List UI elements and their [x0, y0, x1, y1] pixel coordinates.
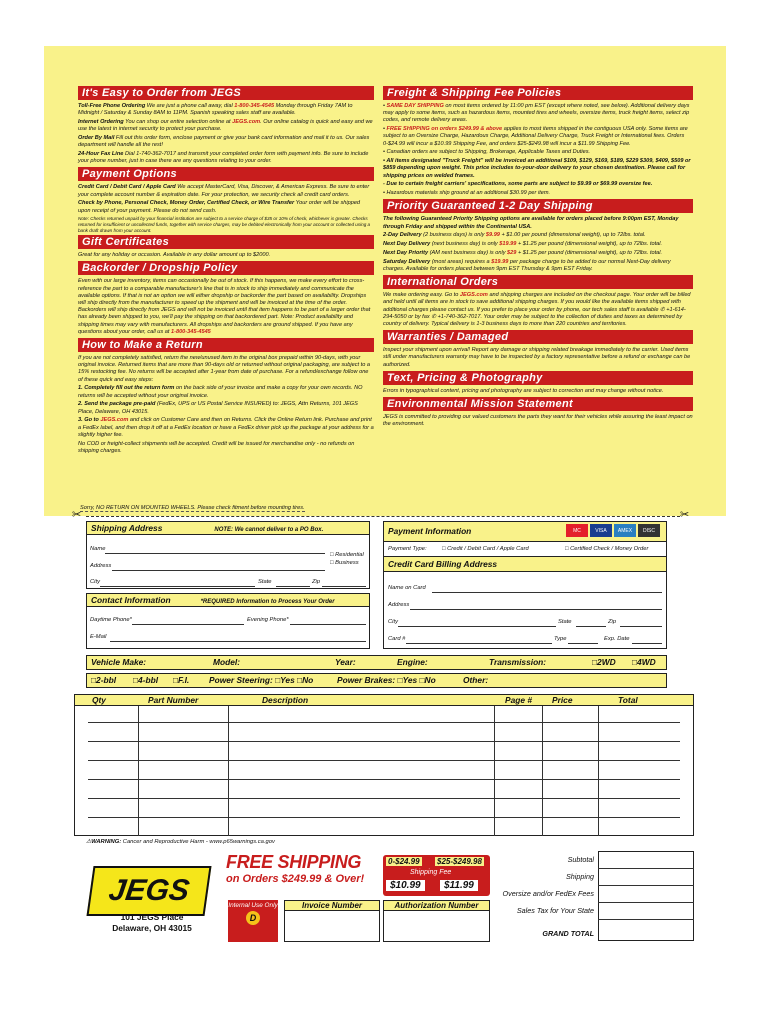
table-row[interactable]: [88, 760, 680, 761]
billing-state-label: State: [558, 619, 572, 625]
page-header: Page #: [505, 695, 533, 705]
check-option-checkbox[interactable]: □ Certified Check / Money Order: [565, 546, 649, 552]
name-on-card-field[interactable]: [432, 592, 662, 593]
billing-zip-label: Zip: [608, 619, 617, 625]
4bbl-checkbox[interactable]: □4-bbl: [133, 675, 159, 685]
shipping-address-title: Shipping Address: [91, 523, 163, 533]
cc-billing-title: Credit Card Billing Address: [388, 559, 498, 569]
subtotal-field[interactable]: [598, 868, 694, 869]
other-label: Other:: [463, 675, 489, 685]
options-row: [86, 673, 667, 688]
residential-checkbox[interactable]: □ Residential: [330, 552, 364, 558]
free-shipping-subtitle: on Orders $249.99 & Over!: [226, 873, 365, 885]
card-option-checkbox[interactable]: □ Credit / Debit Card / Apple Card: [442, 546, 529, 552]
international-heading: International Orders: [383, 275, 693, 289]
business-checkbox[interactable]: □ Business: [330, 560, 359, 566]
zip-label: Zip: [312, 579, 321, 585]
range-1: 0-$24.99: [388, 857, 420, 866]
2bbl-checkbox[interactable]: □2-bbl: [91, 675, 117, 685]
gift-certificates-heading: Gift Certificates: [78, 235, 374, 249]
discover-icon: DISC: [638, 524, 660, 537]
billing-city-field[interactable]: [398, 626, 556, 627]
shipping-label: Shipping: [566, 872, 594, 881]
vehicle-row: [86, 655, 667, 670]
warranties-heading: Warranties / Damaged: [383, 330, 693, 344]
email-label: E-Mail: [90, 634, 107, 640]
name-field[interactable]: [105, 553, 325, 554]
exp-date-label: Exp. Date: [604, 636, 630, 642]
table-row[interactable]: [88, 817, 680, 818]
easy-order-heading: It's Easy to Order from JEGS: [78, 86, 374, 100]
billing-state-field[interactable]: [576, 626, 606, 627]
card-type-label: Type: [554, 636, 567, 642]
left-column: It's Easy to Order from JEGS Toll-Free Phone Ordering We are just a phone call away, dial 1-800-345-4545 Monday through Friday 7AM to Midnight / Saturday & Sunday 8AM to 11PM. Spanish speaking sales staff are available. Internet Ordering You can shop our entire selection online at JEGS.com. Our online catalog is quick and easy and we use the latest in internet security to protect your purchase. Order By Mail Fill out this order form, enclose payment or give your bank card information and mail it to us. Our sales department will handle all the rest! 24-Hour Fax Line Dial 1-740-362-7017 and transmit your completed order form with payment info. Be sure to include your phone number, just in case there are any questions relating to your order. Payment Options Credit Card / Debit Card / Apple Card We accept MasterCard, Visa, Discover, & American Express. Be sure to enter your complete account number & expiration date. For your protection, we security check all credit card orders. Check by Phone, Personal Check, Money Order, Certified Check, or Wire Transfer Your order will be shipped upon receipt of your payment. Please do not send cash. Note: Checks returned unpaid by your financial institution are subject to a service charge of $35 or 10% of check, whichever is greater. Checks returned for insufficient or uncollected funds, together with service charges, may be debited electronically from your account or collected using a bank draft drawn from your account. Gift Certificates Great for any holiday or occasion. Available in any dollar amount up to $2000. Backorder / Dropship Policy Even with our large inventory, items can occasionally be out of stock. If this happens, we make every effort to cross-reference the part to a comparable manufacturer's line that is in stock to ship immediately and communicate the available options. If that is not an option we will either dropship or backorder the part based on availability. Dropships will ship directly from the manufacturer to speed up the shipment and will be invoiced at the time of the order. Backorders will ship directly from JEGS and will not be invoiced until that item happens to be part of a larger order that has already been shipped to you, we'll pay the shipping on that backordered part. Note: Product availability and shipping times may vary with manufacturers. All dropships and backorders are ground shipped. If you have any questions about your order, call us at 1-800-345-4545 How to Make a Return If you are not completely satisfied, return the new/unused item in the original box prepaid within 90-days, with your original invoice. Returned items that are more than 90-days old or returned without original packaging, are subject to a 15% restocking fee. No returns will be accepted after 1-year from date of purchase. For a refund/exchange follow one of these quick and easy steps: 1. Completely fill out the return form on the back side of your invoice and make a copy for your own records. NO returns will be accepted without your original invoice. 2. Send the package pre-paid (FedEx, UPS or US Postal Service INSURED) to: JEGS, Attn Returns, 101 JEGS Place, Delaware, OH 43015. 3. Go to JEGS.com and click on Customer Care and then on Returns. Click the Online Return link. Purchase and print a FedEx label, and then drop it off at a FedEx location or have a FedEx driver pick up the package at your address for a slightly higher fee. No COD or freight-collect shipments will be accepted. Credit will be issued for merchandise only - no refunds on shipping charges.: [78, 87, 374, 454]
card-logos: [566, 524, 660, 537]
power-steering-checkbox[interactable]: Power Steering: □Yes □No: [209, 675, 314, 685]
table-row[interactable]: [88, 779, 680, 780]
internal-use-box: Internal Use Only D: [228, 900, 278, 942]
billing-address-field[interactable]: [410, 609, 662, 610]
card-type-field[interactable]: [568, 643, 598, 644]
billing-city-label: City: [388, 619, 398, 625]
shipping-address-box: [86, 521, 370, 589]
city-label: City: [90, 579, 100, 585]
range-2: $25-$249.98: [437, 857, 482, 866]
scissors-icon: ✂: [72, 509, 82, 521]
shipping-fee-label: Shipping Fee: [410, 869, 452, 876]
daytime-phone-field[interactable]: [132, 624, 244, 625]
return-heading: How to Make a Return: [78, 338, 374, 352]
fee-1: $10.99: [386, 880, 425, 891]
invoice-number-box[interactable]: Invoice Number: [284, 900, 380, 942]
priority-heading: Priority Guaranteed 1-2 Day Shipping: [383, 199, 693, 213]
oversize-field[interactable]: [598, 902, 694, 903]
card-number-field[interactable]: [406, 643, 552, 644]
table-row[interactable]: [88, 798, 680, 799]
free-shipping-title: FREE SHIPPING: [226, 852, 362, 872]
right-column: Freight & Shipping Fee Policies • SAME DAY SHIPPING on most items ordered by 11:00 pm EST (except where noted, see below). Additional delivery days may apply to some items, such as hazardous items, mounted tires and wheels, oversize items, truck freight items, select zip codes, and remote delivery areas. • FREE SHIPPING on orders $249.99 & above applies to most items shipped in the contiguous USA only. Some items are subject to an Oversize Charge, Hazardous Charge, Additional Delivery Charge, Truck Freight or International fees. Orders 0-$24.99 will incur a $10.99 Shipping Fee, and orders $25-$249.98 will incur a $11.99 Shipping Fee. • Canadian orders are subject to Shipping, Brokerage, Applicable Taxes and Duties. • All items designated "Truck Freight" will be invoiced an additional $109, $129, $169, $189, $229 $309, $409, $509 or $859 depending upon weight. This price includes to-your-door delivery to your chosen destination. Please call for shipping prices on welded frames. - Due to certain freight carriers' specifications, some parts are subject to $9.99 or $69.99 oversize fee. • Hazardous materials ship ground at an additional $30.99 per item. Priority Guaranteed 1-2 Day Shipping The following Guaranteed Priority Shipping options are available for orders placed before 9:00pm EST, Monday through Friday and shipped within the Continental USA. 2-Day Delivery (2 business days) is only $9.99 + $1.00 per pound (dimensional weight), up to 72lbs. total. Next Day Delivery (next business day) is only $19.99 + $1.25 per pound (dimensional weight), up to 72lbs. total. Next Day Priority (AM next business day) is only $29 + $1.25 per pound (dimensional weight), up to 72lbs. total. Saturday Delivery (most areas) requires a $19.99 per package charge to be added to our normal Next-Day delivery charges. Available for orders placed between 9pm EST Thursday & 9pm EST Friday. International Orders We make ordering easy. Go to JEGS.com and shipping charges are included on the checkout page. Your order will be billed and held until all items are in stock to save additional shipping charges. If you would like the available items shipped with additional charges please contact us. If you prefer to place your order by phone, our tech sales staff is available ✆ +1-614-294-5050 or by fax ✆ +1-740-362-7017. Your order may be subject to the collection of duties and taxes as determined by country of delivery. Typical delivery is 1-3 business days to more than 220 countries and territories. Warranties / Damaged Inspect your shipment upon arrival! Report any damage or shipping related breakage immediately to the carrier. Used items still under manufacturers warranty may have to be inspected by a factory representative before a refund or exchange can be authorized. Text, Pricing & Photography Errors in typographical content, pricing and photography are subject to correction and may change without notice. Environmental Mission Statement JEGS is committed to providing our valued customers the parts they want for their vehicles while assuring the least impact on the environment.: [383, 87, 693, 428]
2wd-checkbox[interactable]: □2WD: [592, 657, 616, 667]
fee-2: $11.99: [440, 880, 478, 891]
4wd-checkbox[interactable]: □4WD: [632, 657, 656, 667]
card-number-label: Card #: [388, 636, 406, 642]
grand-total-label: GRAND TOTAL: [542, 929, 594, 938]
returned-check-note: Note: Checks returned unpaid by your financial institution are subject to a service charge of $35 or 10% of check, whichever is greater. Checks returned for insufficient or uncollected funds, together with service charges, may be debited electronically from your account or collected using a bank draft drawn from your account.: [78, 216, 371, 233]
text-pricing-heading: Text, Pricing & Photography: [383, 371, 693, 385]
environmental-heading: Environmental Mission Statement: [383, 397, 693, 411]
phone-link[interactable]: 1-800-345-4545: [234, 103, 275, 109]
exp-date-field[interactable]: [632, 643, 662, 644]
amex-icon: AMEX: [614, 524, 636, 537]
jegs-logo: JEGS: [86, 866, 211, 916]
scissors-icon: ✂: [680, 509, 690, 521]
qty-header: Qty: [92, 695, 106, 705]
backorder-heading: Backorder / Dropship Policy: [78, 261, 374, 275]
email-field[interactable]: [110, 641, 366, 642]
billing-address-label: Address: [388, 602, 410, 608]
prop65-warning: ⚠WARNING: Cancer and Reproductive Harm - www.p65warnings.ca.gov: [86, 839, 275, 845]
subtotal-label: Subtotal: [567, 855, 594, 864]
table-row[interactable]: [88, 722, 680, 723]
po-box-note: NOTE: We cannot deliver to a PO Box.: [214, 527, 324, 533]
vehicle-make-label: Vehicle Make:: [91, 657, 147, 667]
payment-options-heading: Payment Options: [78, 167, 374, 181]
shipping-field[interactable]: [598, 885, 694, 886]
name-on-card-label: Name on Card: [388, 585, 426, 591]
address-line-2: Delaware, OH 43015: [112, 923, 192, 933]
sales-tax-field[interactable]: [598, 919, 694, 920]
zip-field[interactable]: [322, 586, 366, 587]
total-header: Total: [618, 695, 638, 705]
fi-checkbox[interactable]: □F.I.: [173, 675, 190, 685]
state-label: State: [258, 579, 272, 585]
contact-info-title: Contact Information: [91, 595, 171, 605]
price-header: Price: [552, 695, 573, 705]
visa-icon: VISA: [590, 524, 612, 537]
table-row[interactable]: [88, 741, 680, 742]
cut-line: [86, 516, 680, 517]
engine-label: Engine:: [397, 657, 428, 667]
power-brakes-checkbox[interactable]: Power Brakes: □Yes □No: [337, 675, 436, 685]
website-link[interactable]: JEGS.com: [100, 417, 129, 424]
address-field[interactable]: [112, 570, 325, 571]
oversize-label: Oversize and/or FedEx Fees: [502, 889, 594, 898]
evening-phone-field[interactable]: [290, 624, 366, 625]
payment-info-title: Payment Information: [388, 526, 472, 536]
city-field[interactable]: [100, 586, 255, 587]
sales-tax-label: Sales Tax for Your State: [516, 906, 594, 915]
state-field[interactable]: [276, 586, 310, 587]
mounted-wheels-notice: Sorry, NO RETURN ON MOUNTED WHEELS. Please check fitment before mounting tires.: [80, 505, 305, 511]
daytime-phone-label: Daytime Phone*: [90, 617, 132, 623]
billing-zip-field[interactable]: [620, 626, 662, 627]
year-label: Year:: [335, 657, 356, 667]
phone-link[interactable]: 1-800-345-4545: [170, 328, 211, 335]
mastercard-icon: MC: [566, 524, 588, 537]
transmission-label: Transmission:: [489, 657, 547, 667]
description-header: Description: [262, 695, 309, 705]
d-badge: D: [246, 911, 260, 925]
evening-phone-label: Evening Phone*: [247, 617, 289, 623]
name-label: Name: [90, 546, 106, 552]
part-number-header: Part Number: [148, 695, 199, 705]
authorization-number-box[interactable]: Authorization Number: [383, 900, 490, 942]
required-note: *REQUIRED Information to Process Your Order: [200, 599, 335, 605]
website-link[interactable]: JEGS.com: [459, 292, 488, 299]
totals-column: [598, 851, 694, 941]
model-label: Model:: [213, 657, 240, 667]
website-link[interactable]: JEGS.com: [232, 119, 261, 125]
address-line-1: 101 JEGS Place: [120, 912, 184, 922]
address-label: Address: [90, 563, 112, 569]
payment-type-label: Payment Type:: [388, 546, 427, 552]
freight-heading: Freight & Shipping Fee Policies: [383, 86, 693, 100]
